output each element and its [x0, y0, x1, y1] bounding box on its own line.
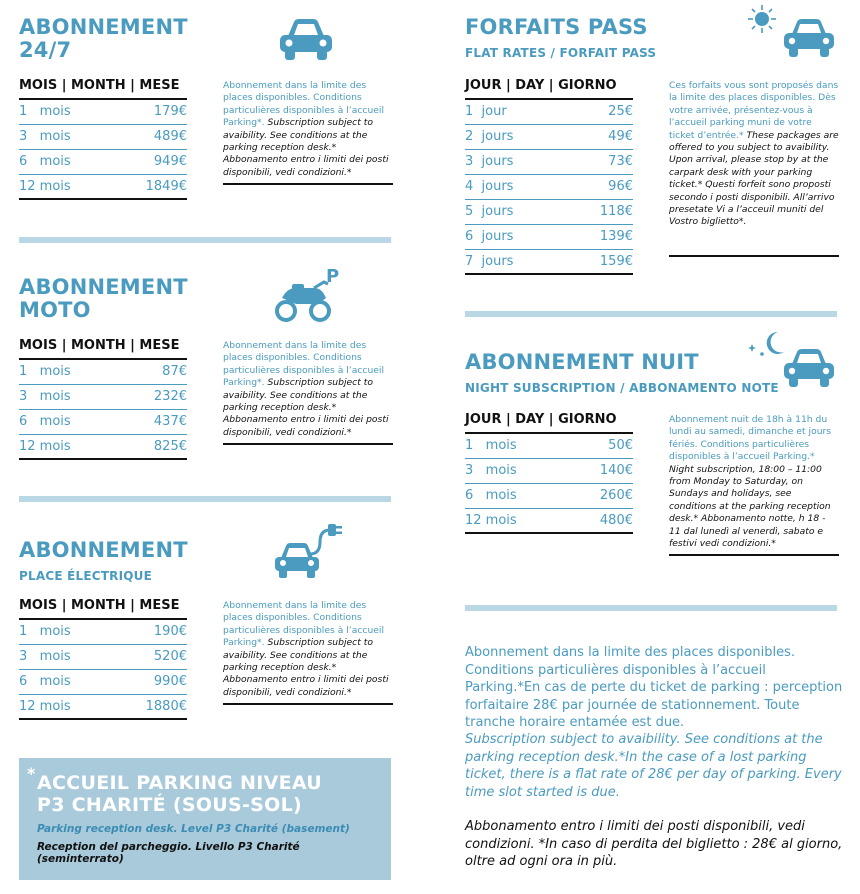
- footer-paragraph-en: Subscription subject to avaibility. See conditions at the parking reception desk.*In the case of a lost parking ticket, there is a flat rate of 28€ per day of parking. Every time slot started is due.: [465, 732, 842, 800]
- row-price: 437€: [153, 414, 187, 429]
- row-price: 73€: [608, 154, 633, 169]
- section-subtitle-nuit: NIGHT SUBSCRIPTION / ABBONAMENTO NOTE: [465, 381, 779, 395]
- note-fr: Abonnement dans la limite des places disponibles. Conditions particulières disponibles à l’accueil Parking*.: [223, 340, 385, 389]
- table-row: [465, 150, 633, 175]
- parking-reception-box: [19, 758, 391, 880]
- electric-car-icon: [272, 512, 344, 582]
- row-label: 3 mois: [465, 463, 517, 478]
- row-price: 990€: [153, 674, 187, 689]
- table-row: [19, 150, 187, 175]
- title-line: ABONNEMENT: [19, 275, 188, 299]
- note-en: Subscription subject to avaibility. See conditions at the parking reception desk.*: [223, 117, 373, 154]
- nuit-note: [669, 414, 839, 556]
- row-label: 3 jours: [465, 154, 514, 169]
- section-title-abonnement-electrique: ABONNEMENT: [19, 538, 188, 562]
- car-icon: [278, 16, 334, 62]
- note-fr: Abonnement nuit de 18h à 11h du lundi au samedi, dimanche et jours fériés. Conditions particulières disponibles à l’accueil Parking.*: [669, 414, 832, 463]
- row-label: 1 mois: [19, 104, 71, 119]
- row-price: 159€: [599, 254, 633, 269]
- row-label: 12 mois: [465, 513, 517, 528]
- row-price: 96€: [608, 179, 633, 194]
- reception-line-en: Parking reception desk. Level P3 Charité (basement): [37, 823, 350, 835]
- price-table-forfaits: [465, 78, 633, 275]
- note-it: Abbonamento entro i limiti dei posti disponibili, vedi condizioni.*: [223, 674, 389, 698]
- section-subtitle-forfaits: FLAT RATES / FORFAIT PASS: [465, 46, 657, 60]
- row-price: 949€: [153, 154, 187, 169]
- table-header: JOUR | DAY | GIORNO: [465, 412, 633, 434]
- note-en: These packages are offered to you subject to avaibility. Upon arrival, please stop by at the carpark desk with your parking ticket.*: [669, 129, 839, 191]
- note-en: Subscription subject to avaibility. See conditions at the parking reception desk.*: [223, 637, 373, 674]
- section-title-nuit: ABONNEMENT NUIT: [465, 350, 699, 374]
- footer-paragraph-it: Abbonamento entro i limiti dei posti disponibili, vedi condizioni. *In caso di perdita del biglietto : 28€ al giorno, oltre ad ogni ora in più.: [465, 819, 843, 869]
- row-price: 25€: [608, 104, 633, 119]
- row-label: 6 jours: [465, 229, 514, 244]
- row-label: 6 mois: [19, 414, 71, 429]
- footnote-star: *: [27, 764, 36, 783]
- note-it: Abbonamento entro i limiti dei posti disponibili, vedi condizioni.*: [223, 414, 389, 438]
- section-separator: [465, 605, 837, 611]
- table-row: [19, 410, 187, 435]
- section-title-abonnement-moto: [19, 276, 188, 322]
- table-row: [465, 250, 633, 275]
- row-label: 3 mois: [19, 129, 71, 144]
- title-line: ABONNEMENT: [19, 15, 188, 39]
- row-label: 6 mois: [465, 488, 517, 503]
- table-row: [465, 434, 633, 459]
- row-label: 6 mois: [19, 674, 71, 689]
- row-label: 5 jours: [465, 204, 514, 219]
- table-row: [19, 435, 187, 460]
- conditions-note: [223, 80, 393, 185]
- title-line: ACCUEIL PARKING NIVEAU: [37, 772, 323, 794]
- parking-letter: P: [326, 266, 340, 287]
- row-label: 1 jour: [465, 104, 507, 119]
- row-label: 1 mois: [19, 364, 71, 379]
- row-price: 50€: [608, 438, 633, 453]
- row-label: 3 mois: [19, 389, 71, 404]
- table-row: [465, 200, 633, 225]
- row-label: 4 jours: [465, 179, 514, 194]
- table-row: [19, 695, 187, 720]
- reception-line-it: Reception del parcheggio. Livello P3 Charité (seminterrato): [37, 841, 300, 865]
- table-row: [465, 459, 633, 484]
- row-price: 140€: [599, 463, 633, 478]
- row-price: 825€: [153, 439, 187, 454]
- table-row: [465, 125, 633, 150]
- table-header: JOUR | DAY | GIORNO: [465, 78, 633, 100]
- row-price: 480€: [599, 513, 633, 528]
- row-label: 1 mois: [19, 624, 71, 639]
- conditions-note: [223, 340, 393, 445]
- note-en: Subscription subject to avaibility. See conditions at the parking reception desk.*: [223, 377, 373, 414]
- section-separator: [465, 311, 837, 317]
- row-price: 179€: [153, 104, 187, 119]
- section-separator: [19, 237, 391, 243]
- table-header: MOIS | MONTH | MESE: [19, 338, 187, 360]
- title-line: P3 CHARITÉ (SOUS-SOL): [37, 794, 303, 816]
- row-price: 489€: [153, 129, 187, 144]
- table-row: [19, 620, 187, 645]
- table-row: [465, 175, 633, 200]
- table-row: [19, 175, 187, 200]
- row-price: 520€: [153, 649, 187, 664]
- table-row: [19, 360, 187, 385]
- section-title-abonnement-24: [19, 16, 188, 62]
- note-fr: Abonnement dans la limite des places disponibles. Conditions particulières disponibles à l’accueil Parking*.: [223, 600, 385, 649]
- table-row: [19, 125, 187, 150]
- row-label: 6 mois: [19, 154, 71, 169]
- section-title-forfaits: FORFAITS PASS: [465, 15, 648, 39]
- forfaits-note: [669, 80, 839, 257]
- price-table-abonnement-24: [19, 78, 187, 200]
- row-label: 3 mois: [19, 649, 71, 664]
- table-row: [19, 670, 187, 695]
- note-fr: Abonnement dans la limite des places disponibles. Conditions particulières disponibles à l’accueil Parking*.: [223, 80, 385, 129]
- table-row: [465, 225, 633, 250]
- section-subtitle-place-electrique: PLACE ÉLECTRIQUE: [19, 569, 152, 583]
- section-separator: [19, 496, 391, 502]
- title-line: MOTO: [19, 298, 91, 322]
- title-line: 24/7: [19, 38, 72, 62]
- row-label: 2 jours: [465, 129, 514, 144]
- row-label: 7 jours: [465, 254, 514, 269]
- table-row: [19, 645, 187, 670]
- note-en: Night subscription, 18:00 – 11:00 from Monday to Saturday, on Sundays and holidays, see conditions at the parking reception desk.*: [669, 463, 831, 525]
- row-price: 190€: [153, 624, 187, 639]
- row-label: 12 mois: [19, 699, 71, 714]
- conditions-note: [223, 600, 393, 705]
- table-row: [465, 484, 633, 509]
- row-label: 12 mois: [19, 179, 71, 194]
- table-header: MOIS | MONTH | MESE: [19, 598, 187, 620]
- motorbike-parking-icon: [274, 268, 344, 324]
- row-price: 232€: [153, 389, 187, 404]
- table-row: [19, 100, 187, 125]
- row-price: 139€: [599, 229, 633, 244]
- moon-car-icon: [744, 328, 840, 394]
- price-table-abonnement-moto: [19, 338, 187, 460]
- row-price: 118€: [599, 204, 633, 219]
- row-price: 49€: [608, 129, 633, 144]
- reception-title: [37, 772, 377, 816]
- row-price: 260€: [599, 488, 633, 503]
- row-label: 12 mois: [19, 439, 71, 454]
- note-fr: Ces forfaits vous sont proposés dans la limite des places disponibles. Dès votre arrivée, présentez-vous à l’accueil parking muni de votre ticket d’entrée.*: [669, 80, 839, 141]
- price-table-nuit: [465, 412, 633, 534]
- row-price: 87€: [162, 364, 187, 379]
- note-it: Abbonamento entro i limiti dei posti disponibili, vedi condizioni.*: [223, 154, 389, 178]
- sun-car-icon: [744, 4, 840, 64]
- row-label: 1 mois: [465, 438, 517, 453]
- table-row: [465, 509, 633, 534]
- table-header: MOIS | MONTH | MESE: [19, 78, 187, 100]
- table-row: [19, 385, 187, 410]
- table-row: [465, 100, 633, 125]
- row-price: 1880€: [145, 699, 187, 714]
- price-table-abonnement-electrique: [19, 598, 187, 720]
- row-price: 1849€: [145, 179, 187, 194]
- note-it: Questi forfeit sono proposti secondo i posti disponibili. All’arrivo presetate Vi a l’acceuil muniti del Vostro biglietto*.: [669, 179, 835, 228]
- note-it: Abbonamento notte, h 18 - 11 dal lunedì al venerdì, sabato e festivi vedi condizioni.*: [669, 513, 826, 550]
- footer-paragraph-fr: Abonnement dans la limite des places disponibles. Conditions particulières disponibles à l’accueil Parking.*En cas de perte du ticket de parking : perception forfaitaire 28€ par journée de stationnement. Toute tranche horaire entamée est due.: [465, 645, 843, 730]
